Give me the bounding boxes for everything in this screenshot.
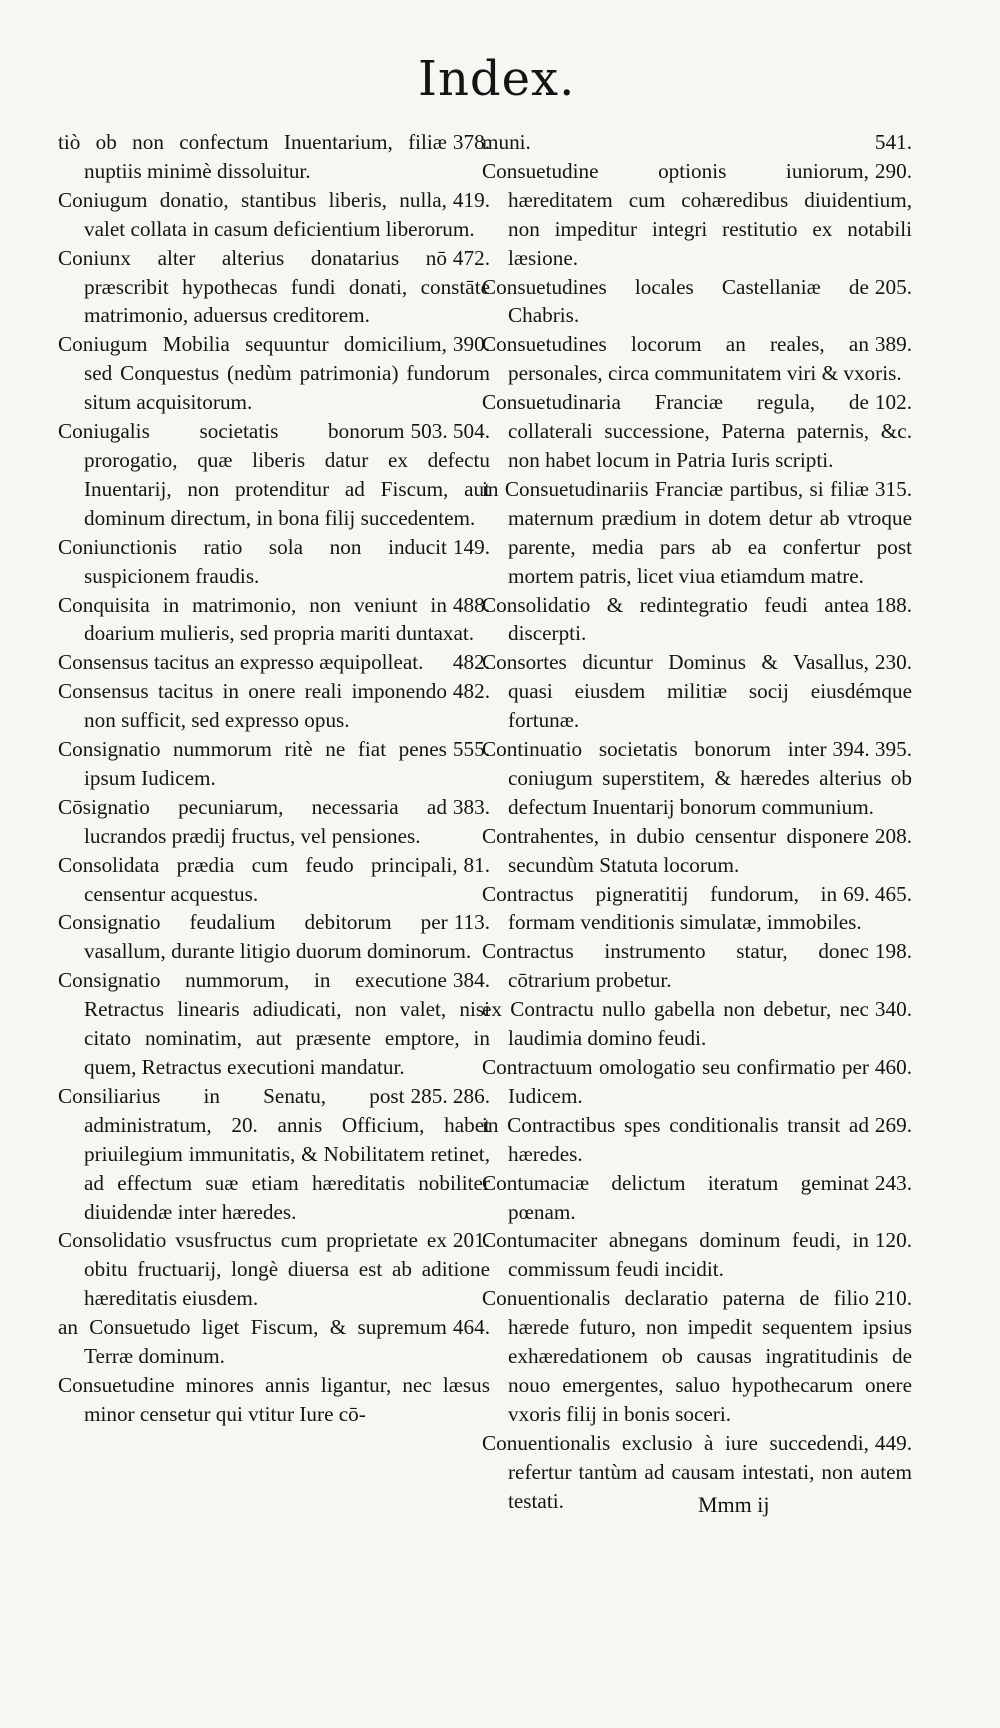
index-entry (58, 735, 490, 793)
entry-text: Contrahentes, in dubio censentur disponere secundùm Statuta locorum. (482, 823, 869, 877)
index-entry (482, 1053, 912, 1111)
entry-text: Consuetudinaria Franciæ regula, de collaterali successione, Paterna paternis, &c. non habet locum in Patria Iuris scripti. (482, 390, 912, 472)
page-reference: 285. 286. (410, 1083, 490, 1108)
index-entry (482, 822, 912, 880)
page-reference: 394. 395. (832, 737, 912, 762)
entry-text: Consuetudine minores annis ligantur, nec læsus minor censetur qui vtitur Iure cō- (58, 1372, 490, 1426)
entry-text: Contumaciæ delictum iteratum geminat pœnam. (482, 1170, 869, 1224)
entry-text: Consignatio nummorum, in executione Retractus linearis adiudicati, non valet, nisi citato nominatim, aut præsente emptore, in quem, Retractus executioni mandatur. (58, 968, 490, 1079)
entry-text: Contractus pigneratitij fundorum, in formam venditionis simulatæ, immobiles. (482, 881, 862, 935)
signature-mark: Mmm ij (698, 1492, 770, 1517)
entry-text: Consuetudines locales Castellaniæ de Chabris. (482, 274, 869, 328)
entry-text: ex Contractu nullo gabella non debetur, nec laudimia domino feudi. (482, 997, 869, 1051)
index-entry (58, 1082, 490, 1227)
entry-text: Consuetudine optionis iuniorum, hæreditatem cum cohæredibus diuidentium, non impeditur integri restitutio ex notabili læsione. (482, 158, 912, 270)
page-reference: 449. (874, 1430, 912, 1455)
index-entry (58, 591, 490, 649)
entry-text: Consignatio feudalium debitorum per vasallum, durante litigio duorum dominorum. (58, 910, 472, 964)
entry-text: Conuentionalis declaratio paterna de filio hærede futuro, non impedit sequentem ipsius exhæredationem ob causas ingratitudinis de nouo emergentes, saluo hypothecarum onere vxoris filij in bonis soceri. (482, 1286, 912, 1426)
index-entry (58, 677, 490, 735)
entry-text: Conuentionalis exclusio à iure succedendi, refertur tantùm ad causam intestati, non autem testati. (482, 1430, 912, 1513)
page-reference: 390. (452, 332, 490, 357)
entry-text: Consolidatio vsusfructus cum proprietate ex obitu fructuarij, longè diuersa est ab aditione hæreditatis eiusdem. (58, 1228, 490, 1311)
page-reference: 102. (874, 390, 912, 415)
entry-text: tiò ob non confectum Inuentarium, filiæ nuptiis minimè dissoluitur. (58, 130, 447, 183)
index-entry (58, 330, 490, 417)
left-column (58, 128, 490, 1429)
entry-text: Consuetudines locorum an reales, an personales, circa communitatem viri & vxoris. (482, 332, 902, 386)
page-reference: 201. (452, 1228, 490, 1253)
index-entry (482, 330, 912, 388)
page-reference: 243. (874, 1170, 912, 1195)
index-entry (482, 1226, 912, 1284)
page-reference: 488. (452, 592, 490, 617)
entry-text: Coniugum donatio, stantibus liberis, nulla, valet collata in casum deficientium liberorum. (58, 187, 475, 241)
page-reference: 482. (452, 679, 490, 704)
index-entry (482, 1111, 912, 1169)
entry-text: in Contractibus spes conditionalis transit ad hæredes. (482, 1112, 869, 1166)
entry-text: Coniunx alter alterius donatarius nō præscribit hypothecas fundi donati, constāte matrimonio, aduersus creditorem. (58, 245, 490, 328)
index-entry (58, 648, 490, 677)
index-entry (58, 793, 490, 851)
page-reference: 555. (452, 737, 490, 762)
index-entry (58, 1371, 490, 1429)
entry-text: Consortes dicuntur Dominus & Vasallus, quasi eiusdem militiæ socij eiusdémque fortunæ. (482, 650, 912, 733)
index-entry (482, 157, 912, 273)
page-reference: 315. (874, 476, 912, 501)
page-reference: 120. (874, 1228, 912, 1253)
page-title: Index. (418, 51, 576, 107)
entry-text: Consiliarius in Senatu, post administratum, 20. annis Officium, habet priuilegium immunitatis, & Nobilitatem retinet, ad effectum suæ etiam hæreditatis nobiliter diuidendæ inter hæredes. (58, 1083, 490, 1224)
page-reference: 383. (452, 794, 490, 819)
index-entry (58, 128, 490, 186)
page-reference: 208. (874, 823, 912, 848)
index-entry (58, 966, 490, 1082)
index-entry (58, 186, 490, 244)
page-reference: 69. 465. (843, 881, 912, 906)
page-reference: 503. 504. (410, 419, 490, 444)
entry-text: in Consuetudinariis Franciæ partibus, si filiæ maternum prædium in dotem detur ab vtroque parente, media pars ab ea confertur post mortem patris, licet viua etiamdum matre. (482, 476, 912, 588)
index-entry (58, 533, 490, 591)
page-reference: 188. (874, 592, 912, 617)
page-reference: 482. (452, 650, 490, 675)
page-reference: 230. (874, 650, 912, 675)
page-reference: 378. (452, 130, 490, 154)
index-entry (482, 648, 912, 735)
page-reference: 81. (463, 852, 490, 877)
index-entry (58, 1226, 490, 1313)
page-reference: 340. (874, 997, 912, 1022)
index-entry (482, 735, 912, 822)
index-entry (482, 1284, 912, 1429)
index-entry (58, 908, 490, 966)
entry-text: Consensus tacitus an expresso æquipolleat. (58, 650, 424, 675)
page-reference: 460. (874, 1055, 912, 1079)
entry-text: Continuatio societatis bonorum inter coniugum superstitem, & hæredes alterius ob defectum Inuentarij bonorum communium. (482, 737, 912, 819)
index-entry (482, 388, 912, 475)
page-reference: 290. (874, 158, 912, 183)
entry-text: Contumaciter abnegans dominum feudi, in commissum feudi incidit. (482, 1228, 869, 1282)
index-entry (482, 880, 912, 938)
index-entry (58, 1313, 490, 1371)
entry-text: Coniugalis societatis bonorum prorogatio, quæ liberis datur ex defectu Inuentarij, non protenditur ad Fiscum, aut dominum directum, in bona filij succedentem. (58, 419, 490, 530)
index-entry (482, 1429, 912, 1516)
index-entry (482, 1169, 912, 1227)
entry-text: Coniunctionis ratio sola non inducit suspicionem fraudis. (58, 534, 447, 588)
page-reference: 210. (874, 1286, 912, 1311)
index-entry (482, 937, 912, 995)
index-entry (58, 417, 490, 533)
entry-text: Contractus instrumento statur, donec cōtrarium probetur. (482, 939, 869, 993)
page-reference: 541. (874, 130, 912, 154)
right-column (482, 128, 912, 1516)
page-reference: 198. (874, 939, 912, 964)
entry-text: Cōsignatio pecuniarum, necessaria ad lucrandos prædij fructus, vel pensiones. (58, 794, 447, 848)
index-entry (482, 995, 912, 1053)
page-reference: 389. (874, 332, 912, 357)
entry-text: Coniugum Mobilia sequuntur domicilium, sed Conquestus (nedùm patrimonia) fundorum situm acquisitorum. (58, 332, 490, 415)
entry-text: Consensus tacitus in onere reali imponendo non sufficit, sed expresso opus. (58, 679, 447, 733)
index-entry (482, 128, 912, 157)
page-reference: 113. (453, 910, 490, 935)
entry-text: an Consuetudo liget Fiscum, & supremum Terræ dominum. (58, 1315, 447, 1369)
page-reference: 149. (452, 534, 490, 559)
entry-text: Consolidatio & redintegratio feudi antea discerpti. (482, 592, 869, 646)
index-entry (58, 851, 490, 909)
page-reference: 472. (452, 245, 490, 270)
page-reference: 205. (874, 274, 912, 299)
entry-text: Contractuum omologatio seu confirmatio per Iudicem. (482, 1055, 869, 1108)
entry-text: Consignatio nummorum ritè ne fiat penes ipsum Iudicem. (58, 737, 447, 790)
entry-text: Consolidata prædia cum feudo principali, censentur acquestus. (58, 852, 458, 906)
page-reference: 464. (452, 1315, 490, 1340)
index-entry (482, 591, 912, 649)
entry-text: muni. (482, 130, 531, 154)
index-entry (58, 244, 490, 331)
page-reference: 384. (452, 968, 490, 993)
page-reference: 269. (874, 1112, 912, 1137)
index-entry (482, 475, 912, 591)
page-reference: 419. (452, 187, 490, 212)
entry-text: Conquisita in matrimonio, non veniunt in doarium mulieris, sed propria mariti duntaxat. (58, 592, 475, 646)
index-entry (482, 273, 912, 331)
